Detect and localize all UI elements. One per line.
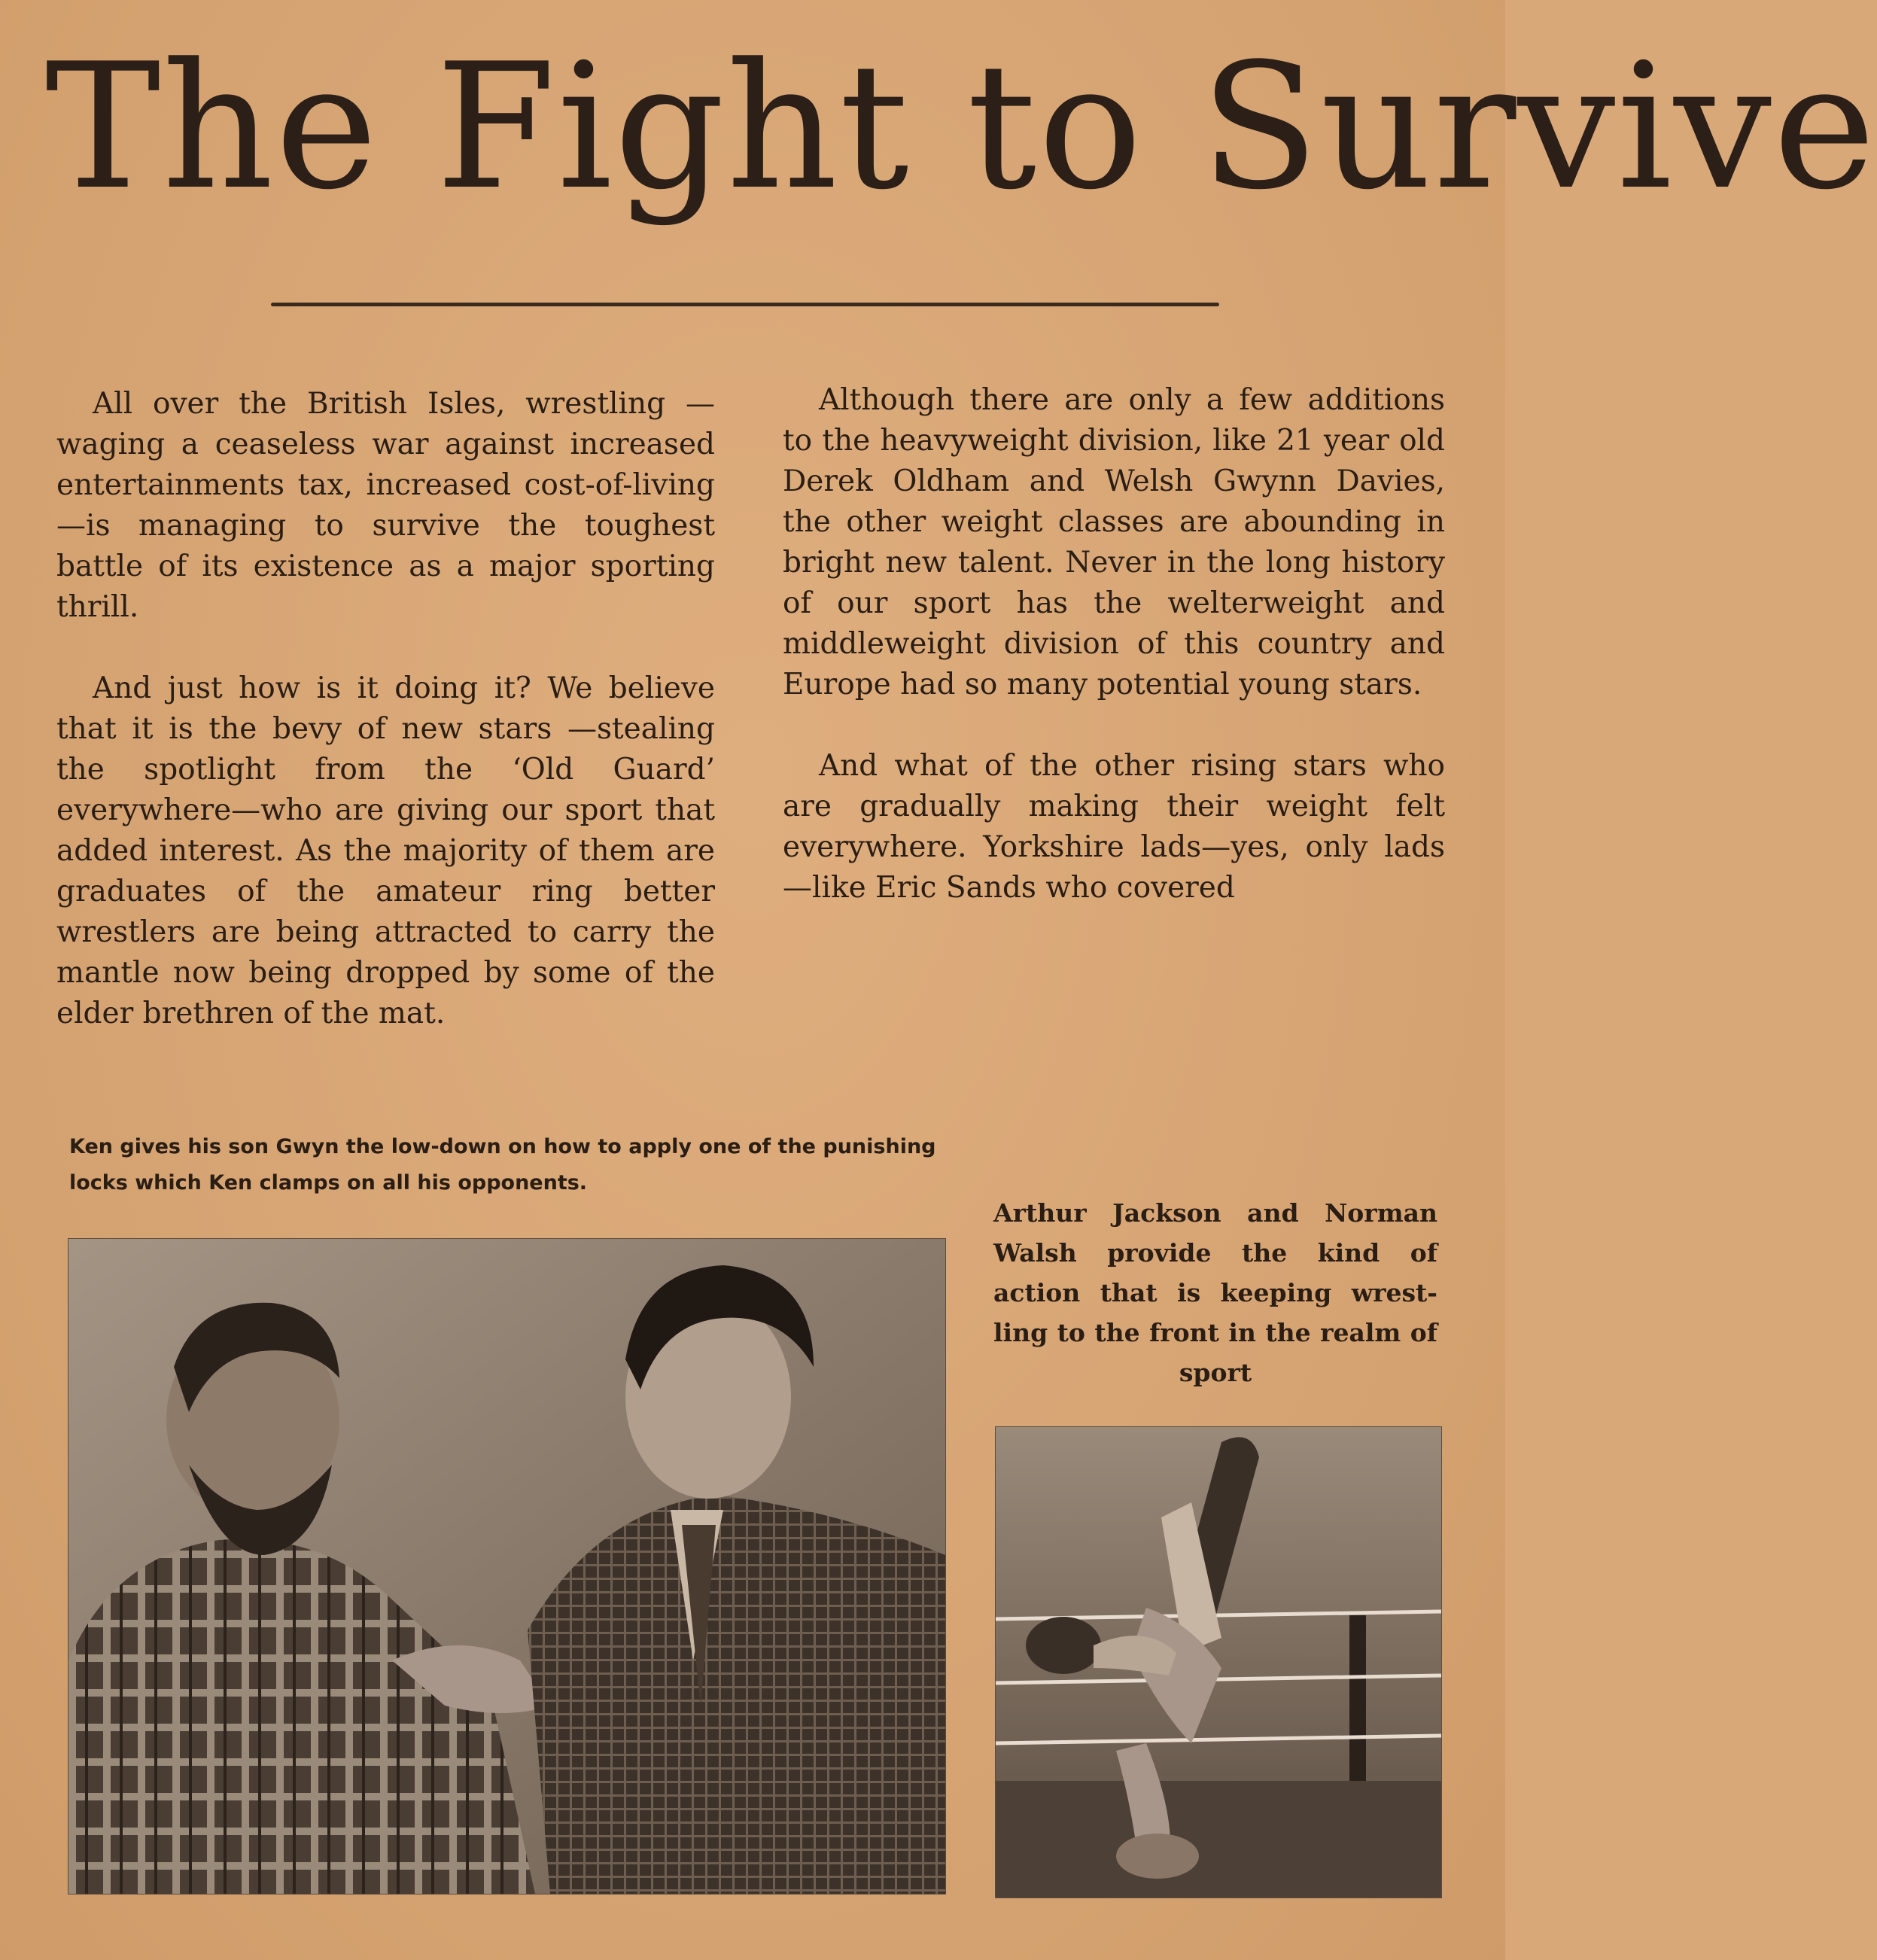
photo-caption-right: Arthur Jackson and Norman Walsh provide the kind of action that is keeping wrest-ling to the front in the realm of sport [993, 1198, 1437, 1387]
title-divider [271, 303, 1219, 306]
paragraph: Although there are only a few additions to the heavyweight division, like 21 year old Derek Oldham and Welsh Gwynn Davies, the other weight classes are abounding in bright new talent. Never in the long history of our sport has the welterweight and middleweight division of this country and Europe had so many potential young stars. [783, 383, 1445, 702]
paragraph: And just how is it doing it? We believe that it is the bevy of new stars —stealing the spotlight from the ‘Old Guard’ everywhere—who are giving our sport that added interest. As the majority of them are graduates of the amateur ring better wrestlers are being attracted to carry the mantle now being dropped by some of the elder brethren of the mat. [56, 671, 715, 1030]
right-column [783, 380, 1445, 949]
photo-wrestling-action [995, 1426, 1442, 1898]
left-column [56, 384, 715, 1075]
paragraph: And what of the other rising stars who are gradually making their weight felt everywhere. Yorkshire lads—yes, only lads—like Eric Sands who covered [783, 749, 1445, 905]
paragraph: All over the British Isles, wrestling —waging a ceaseless war against increased entertainments tax, increased cost-of-living—is managing to survive the toughest battle of its existence as a major sporting thrill. [56, 387, 715, 624]
article-title: The Fight to Survive [45, 27, 1877, 228]
photo-caption-left: Ken gives his son Gwyn the low-down on how to apply one of the punishing locks which Ken clamps on all his opponents. [69, 1135, 936, 1195]
photo-father-and-son [68, 1238, 946, 1895]
